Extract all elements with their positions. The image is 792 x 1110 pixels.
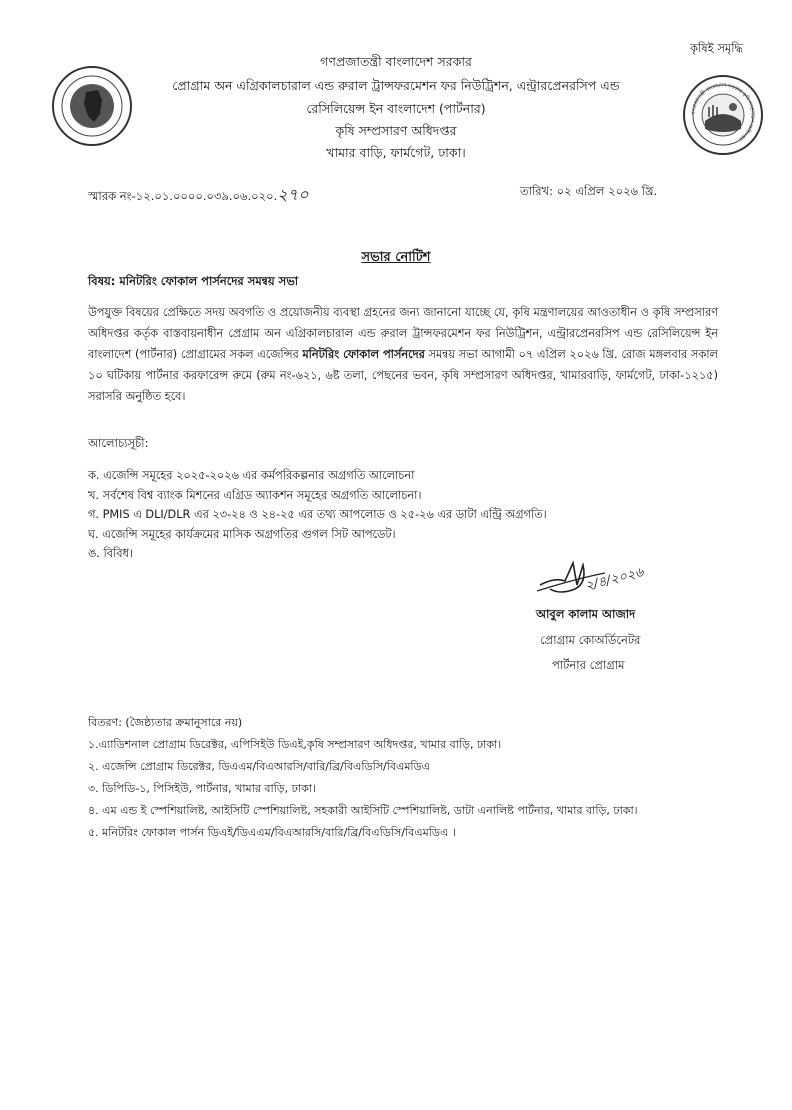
- memo-date: তারিখ: ০২ এপ্রিল ২০২৬ খ্রি.: [520, 184, 658, 198]
- distribution-item: ৪. এম এন্ড ই স্পেশিয়ালিষ্ট, আইসিটি স্পেশিয়ালিষ্ট, সহকারী আইসিটি স্পেশিয়ালিষ্ট, ডাটা এনালিষ্ট পার্টনার, খামার বাড়ি, ঢাকা।: [88, 804, 638, 817]
- header-line-government: গণপ্রজাতন্ত্রী বাংলাদেশ সরকার: [320, 54, 472, 69]
- distribution-item: ১.এ্যাডিশনাল প্রোগ্রাম ডিরেক্টর, এপিসিইউ ডিএই,কৃষি সম্প্রসারণ অধিদপ্তর, খামার বাড়ি, ঢাকা।: [88, 738, 502, 751]
- right-seal-text: গণপ্রজাতন্ত্রী বাংলাদেশ সরকার কৃষি সম্প্রসারণ অধিদপ্তর: [690, 82, 756, 142]
- agenda-item: গ. PMIS এ DLI/DLR এর ২৩-২৪ ও ২৪-২৫ এর তথ্য আপলোড ও ২৫-২৬ এর ডাটা এন্ট্রি অগ্রগতি।: [88, 508, 547, 521]
- memo-number-handwritten: ২৭০: [277, 185, 309, 204]
- agenda-item: খ. সর্বশেষ বিশ্ব ব্যাংক মিশনের এগ্রিড অ্যাকশন সমূহের অগ্রগতি আলোচনা।: [88, 488, 422, 502]
- memo-number-printed: স্মারক নং-১২.০১.০০০০.০৩৯.০৬.০২০.: [88, 189, 278, 203]
- signature-date: ২/৪/২০২৬: [583, 565, 646, 595]
- distribution-heading: বিতরণ: (জৈষ্ঠ্যতার ক্রমানুসারে নয়): [88, 716, 243, 729]
- agenda-heading: আলোচ্যসূচী:: [88, 436, 149, 450]
- distribution-item: ৩. ডিপিডি-১, পিসিইউ, পার্টনার, খামার বাড়ি, ঢাকা।: [88, 782, 316, 795]
- header-line-address: খামার বাড়ি, ফার্মগেট, ঢাকা।: [326, 145, 466, 160]
- notice-body-text: উপযুক্ত বিষয়ের প্রেক্ষিতে সদয় অবগতি ও প্রয়োজনীয় ব্যবস্থা গ্রহনের জন্য জানানো যাচ্ছে যে, কৃষি মন্ত্রণালয়ের আওতাধীন ও কৃষি সম্প্রসারণ অধিদপ্তর কর্তৃক বাস্তবায়নাধীন প্রেগ্রাম অন এগ্রিকালচারাল এন্ড রুরাল ট্রান্সফরমেশন ফর নিউট্রিশন, এন্ট্রারপ্রেনরসিপ এন্ড রেসিলিয়েন্স ইন বাংলাদেশ (পার্টনার) প্রোগ্রামের সকল এজেন্সির: [88, 306, 718, 361]
- agenda-item: ক. এজেন্সি সমূহের ২০২৫-২০২৬ এর কর্মপরিকল্পনার অগ্রগতি আলোচনা: [88, 469, 415, 482]
- agenda-item: ঘ. এজেন্সি সমূহের কার্যক্রমের মাসিক অগ্রগতির গুগল সিট আপডেট।: [88, 527, 396, 541]
- motto: কৃষিই সমৃদ্ধি: [690, 41, 744, 55]
- agenda-list: [88, 466, 547, 564]
- header-line-department: কৃষি সম্প্রসারণ অধিদপ্তর: [335, 123, 457, 138]
- distribution-list: [88, 712, 638, 844]
- signatory-name: আবুল কালাম আজাদ: [536, 607, 636, 621]
- agenda-item: ঙ. বিবিধ।: [88, 547, 133, 560]
- signatory-program: পার্টনার প্রোগ্রাম: [552, 658, 625, 672]
- notice-body: [88, 302, 718, 407]
- signatory-designation: প্রোগ্রাম কোঅর্ডিনেটর: [540, 633, 641, 647]
- notice-body-bold: মনিটরিং ফোকাল পার্সনদের: [302, 348, 425, 361]
- distribution-item: ২. এজেন্সি প্রোগ্রাম ডিরেক্টর, ডিএএম/বিএআরসি/বারি/ব্রি/বিএডিসি/বিএমডিএ: [88, 760, 431, 773]
- header-line-program: প্রোগ্রাম অন এগ্রিকালচারাল এন্ড রুরাল ট্রান্সফরমেশন ফর নিউট্রিশন, এন্ট্রারপ্রেনরসিপ এন্ড: [172, 78, 620, 93]
- notice-title: সভার নোটিশ: [361, 250, 431, 265]
- notice-subject: বিষয়: মনিটরিং ফোকাল পার্সনদের সমন্বয় সভা: [88, 274, 299, 288]
- distribution-item: ৫. মনিটরিং ফোকাল পার্সন ডিএই/ডিএএম/বিএআরসি/বারি/ব্রি/বিএডিসি/বিএমডিএ ।: [88, 826, 456, 839]
- memo-number: [88, 182, 309, 209]
- notice-body-text-cont: সমন্বয় সভা আগামী ০৭ এপ্রিল ২০২৬ খ্রি. রোজ মঙ্গলবার সকাল ১০ ঘটিকায় পার্টনার করফারেন্স রুমে (রুম নং-৬২১, ৬ষ্ট তলা, পেছনের ভবন, কৃষি সম্প্রসারণ অধিদপ্তর, খামারবাড়ি, ফার্মগেট, ঢাকা-১২১৫) সরাসরি অনুষ্ঠিত হবে।: [88, 348, 718, 403]
- header-line-program-cont: রেসিলিয়েন্স ইন বাংলাদেশ (পার্টনার): [306, 101, 486, 116]
